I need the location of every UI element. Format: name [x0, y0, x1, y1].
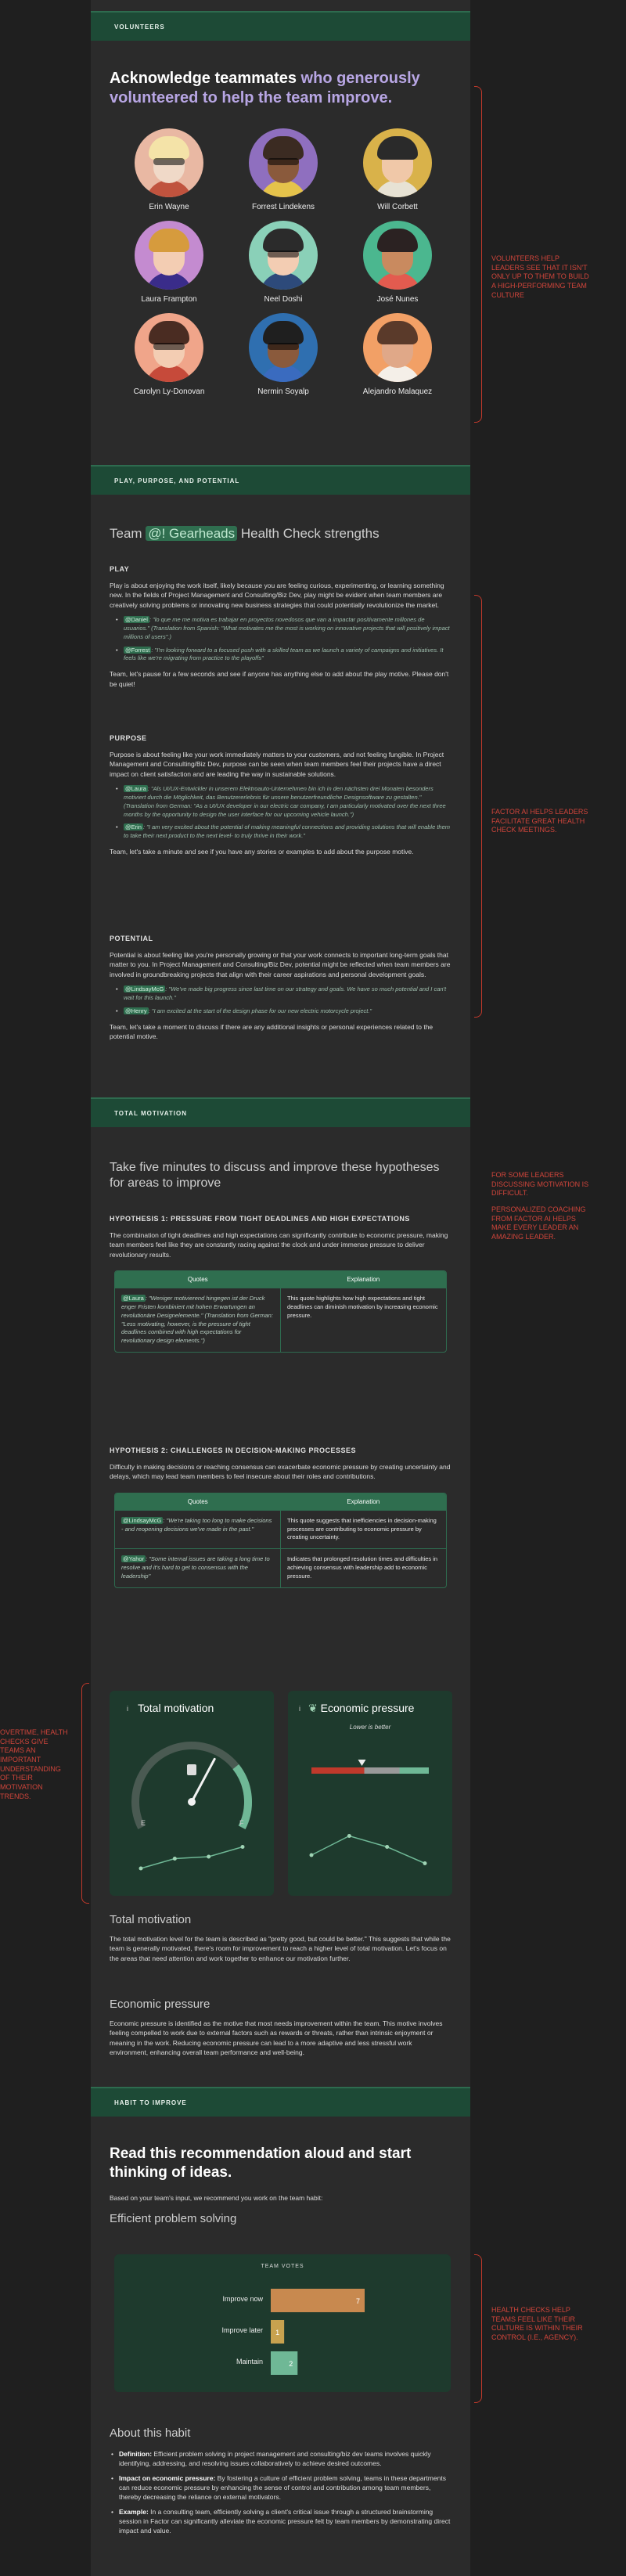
panel-title-row: [308, 1702, 414, 1715]
quote-text: : "Als UI/UX-Entwickler in unserem Elektroauto-Unternehmen bin ich in den nächsten drei Monaten besonders motiviert durch die Möglichkeit, das Benutzererlebnis für unsere benutzerfreundliche Designsoftware zu gestalten." (Translation from German: "As a UI/UX developer in our electric car company, I am particularly motivated over the next three months by the opportunity to design the user interface for our upcoming vehicle launch."): [124, 784, 446, 818]
glasses-icon: [268, 250, 299, 258]
about-text: Efficient problem solving in project management and consulting/biz dev teams involves quickly identifying, addressing, and resolving issues collaboratively to achieve desired outcomes.: [119, 2450, 431, 2468]
habit-heading: [91, 2145, 470, 2225]
avatar-hair: [263, 136, 304, 160]
volunteer-card: [343, 313, 452, 396]
volunteers-band: [91, 11, 470, 41]
economic-pressure-panel: [288, 1691, 452, 1896]
quote-text: : "lo que me me motiva es trabajar en proyectos novedosos que van a impactar positivamente millones de usuarios." (Translation from Spanish: "What motivates me the most is working on innovative projects that will positively impact millions of users".): [124, 615, 450, 640]
habit-title: Read this recommendation aloud and start thinking of ideas.: [110, 2145, 412, 2181]
bar-label: Maintain: [236, 2358, 263, 2365]
trend-point: [207, 1855, 210, 1859]
volunteer-grid: [91, 128, 470, 396]
explanation-cell: This quote suggests that inefficiencies in decision-making processes are contributing to economic pressure by creating uncertainty.: [287, 1516, 437, 1541]
member-tag[interactable]: @Henry: [125, 1007, 147, 1014]
member-quote: [110, 985, 452, 1003]
vote-bar: [271, 2289, 365, 2312]
habit-band: [91, 2087, 470, 2117]
heading-accent: who generously volunteered to help the team improve.: [110, 70, 420, 106]
avatar: [249, 128, 318, 197]
avatar-hair: [377, 136, 418, 160]
avatar-hair: [149, 136, 189, 160]
avatar-hair: [377, 229, 418, 252]
play-band: [91, 465, 470, 495]
total-motivation-panel: [110, 1691, 274, 1896]
gauge-label-e: E: [141, 1819, 146, 1827]
title-pre: Team: [110, 526, 142, 541]
trend-bracket: [81, 1683, 89, 1904]
trend-point: [173, 1857, 177, 1861]
avatar: [363, 313, 432, 382]
strengths-sidenote: FACTOR AI HELPS LEADERS FACILITATE GREAT HEALTH CHECK MEETINGS.: [491, 808, 588, 834]
member-tag[interactable]: @Laura: [125, 784, 146, 792]
member-tag[interactable]: @Laura: [123, 1294, 144, 1302]
member-quote: [110, 785, 452, 820]
trend-line: [141, 1847, 243, 1869]
habit-lead: Based on your team's input, we recommend you work on the team habit:: [110, 2193, 323, 2202]
table-header: [115, 1493, 446, 1510]
fuel-icon: [187, 1764, 196, 1775]
bar-value: 1: [275, 2329, 280, 2336]
quote-text: : "We've made big progress since last time on our strategy and goals. We have so much potential and I can't wait for this launch.": [124, 985, 447, 1001]
volunteer-name: Neel Doshi: [264, 295, 303, 304]
title-post: Health Check strengths: [240, 526, 380, 541]
about-text: In a consulting team, efficiently solving a client's critical issue through a structured brainstorming session in Factor can significantly alleviate the economic pressure felt by team members by demonstrating direct impact and value.: [119, 2507, 451, 2535]
quote-cell: [115, 1511, 281, 1549]
purpose-block: [91, 734, 470, 857]
bar-label: Improve later: [221, 2326, 263, 2334]
total-heading: Total motivation: [110, 1913, 192, 1926]
member-quote: [110, 1007, 452, 1016]
volunteer-name: Alejandro Malaquez: [362, 387, 433, 396]
economic-pressure-text: [91, 1998, 470, 2057]
pressure-meter: [288, 1736, 452, 1893]
motivation-sidenote-1: FOR SOME LEADERS DISCUSSING MOTIVATION IS DIFFICULT.: [491, 1171, 589, 1198]
trend-point: [423, 1861, 427, 1865]
quote-text: : "I'm looking forward to a focused push with a skilled team as we launch a variety of campaigns and initiatives. It feels like we're migrating from practice to the playoffs": [124, 646, 444, 662]
motivation-band: [91, 1097, 470, 1127]
play-block: [91, 565, 470, 689]
band-label: VOLUNTEERS: [114, 23, 165, 31]
volunteer-name: Forrest Lindekens: [251, 203, 315, 211]
habit-name: Efficient problem solving: [110, 2211, 237, 2225]
table-row: [115, 1288, 446, 1352]
info-icon[interactable]: i: [299, 1705, 300, 1713]
band-label: PLAY, PURPOSE, AND POTENTIAL: [114, 477, 240, 485]
hypothesis-body: Difficulty in making decisions or reaching consensus can exacerbate economic pressure by creating uncertainty and delays, which may lead team members to feel insecure about their roles and contributions.: [110, 1463, 451, 1481]
member-quote: [110, 616, 452, 642]
band-label: HABIT TO IMPROVE: [114, 2099, 187, 2106]
member-quote: [110, 823, 452, 841]
gauge-label-f: F: [239, 1819, 244, 1827]
bar-value: 7: [355, 2297, 360, 2305]
member-tag[interactable]: @LindsayMcG: [125, 985, 164, 993]
habit-sidenote: HEALTH CHECKS HELP TEAMS FEEL LIKE THEIR CULTURE IS WITHIN THEIR CONTROL (I.E., AGENCY).: [491, 2306, 583, 2342]
volunteer-card: [114, 128, 224, 211]
hypothesis-2: [91, 1447, 470, 1588]
about-item: [110, 2449, 452, 2469]
total-body: The total motivation level for the team is described as "pretty good, but could be better." This suggests that while the team is generally motivated, there's room for improvement to reach a higher level of total motivation. Let's focus on the areas that need attention and work together to enhance our motivation further.: [110, 1935, 451, 1962]
motive-intro: Purpose is about feeling like your work immediately matters to your customers, and not feeling fungible. In Project Management and Consulting/Biz Dev, purpose can be seen when team members feel their projects have a direct impact on client satisfaction and are leading the way in sustainable solutions.: [110, 751, 444, 778]
avatar-hair: [377, 321, 418, 344]
quote-cell: [115, 1288, 281, 1352]
volunteer-card: [114, 221, 224, 304]
trend-point: [241, 1845, 245, 1849]
glasses-icon: [153, 158, 185, 165]
avatar: [135, 128, 203, 197]
avatar: [249, 221, 318, 290]
chart-title: TEAM VOTES: [261, 2264, 304, 2269]
glasses-icon: [153, 343, 185, 350]
hypothesis-1: [91, 1215, 470, 1353]
habit-bracket: [474, 2254, 482, 2403]
quotes-table: [114, 1270, 447, 1353]
member-tag[interactable]: @Daniel: [125, 615, 148, 623]
sprout-icon: ❦: [308, 1702, 318, 1714]
motive-heading: POTENTIAL: [110, 935, 153, 942]
trend-sidenote: OVERTIME, HEALTH CHECKS GIVE TEAMS AN IMPORTANT UNDERSTANDING OF THEIR MOTIVATION TRENDS.: [0, 1728, 68, 1800]
volunteer-card: [228, 221, 338, 304]
volunteer-name: Will Corbett: [377, 203, 418, 211]
quote-text: : "Weniger motivierend hingegen ist der Druck enger Fristen kombiniert mit hohen Erwartungen an revolutionäre Designelemente." (Translation from German: "Less motivating, however, is the pressure of tight deadlines combined with high expectations for revolutionary design elements."): [121, 1294, 273, 1345]
hypothesis-title: HYPOTHESIS 1: PRESSURE FROM TIGHT DEADLINES AND HIGH EXPECTATIONS: [110, 1215, 410, 1223]
trend-point: [139, 1867, 143, 1871]
avatar-hair: [263, 229, 304, 252]
motivation-sidenote-2: PERSONALIZED COACHING FROM FACTOR AI HELPS MAKE EVERY LEADER AN AMAZING LEADER.: [491, 1205, 586, 1241]
member-tag[interactable]: @Yahor: [123, 1555, 145, 1563]
explanation-cell: This quote highlights how high expectations and tight deadlines can diminish motivation by increasing economic pressure.: [287, 1294, 438, 1319]
votes-chart: [114, 2273, 451, 2390]
motivation-gauge: [110, 1724, 274, 1896]
about-list: [110, 2449, 452, 2536]
avatar-hair: [263, 321, 304, 344]
volunteer-name: Nermin Soyalp: [257, 387, 309, 396]
quote-text: : "Some internal issues are taking a long time to resolve and it's hard to get to consensus with the leadership": [121, 1555, 270, 1580]
table-row: [115, 1548, 446, 1587]
about-habit: [91, 2426, 470, 2541]
quote-text: : "I am very excited about the potential of making meaningful connections and providing solutions that will enable them to take their next product to the next level- to truly thrive in their work.": [124, 823, 451, 840]
gauge-hub: [188, 1798, 196, 1806]
glasses-icon: [268, 343, 299, 350]
potential-block: [91, 935, 470, 1041]
volunteer-name: José Nunes: [376, 295, 419, 304]
about-heading: About this habit: [110, 2426, 191, 2440]
volunteers-sidenote: VOLUNTEERS HELP LEADERS SEE THAT IT ISN'T ONLY UP TO THEM TO BUILD A HIGH-PERFORMING TEAM CULTURE: [491, 254, 589, 299]
hypothesis-body: The combination of tight deadlines and high expectations can significantly contribute to economic pressure, making team members feel like they are constantly racing against the clock and under immense pressure to deliver revolutionary results.: [110, 1231, 448, 1259]
quotes-table: [114, 1493, 447, 1588]
avatar: [363, 221, 432, 290]
panel-title: Total motivation: [138, 1702, 214, 1714]
trend-point: [347, 1834, 351, 1838]
total-motivation-text: [91, 1913, 470, 1963]
volunteer-card: [228, 128, 338, 211]
table-header: [115, 1271, 446, 1288]
column-header: Quotes: [187, 1275, 208, 1283]
avatar: [363, 128, 432, 197]
volunteers-heading: [91, 69, 470, 108]
gauge-track: [135, 1746, 248, 1828]
member-quote: [110, 647, 452, 664]
about-text: By fostering a culture of efficient problem solving, teams in these departments can reduce economic pressure by enhancing the sense of control and contribution among team members, thereby decreasing the reliance on external motivators.: [119, 2473, 446, 2502]
volunteer-name: Laura Frampton: [141, 295, 197, 304]
econ-body: Economic pressure is identified as the motive that most needs improvement within the team. This motive involves feeling compelled to work due to external factors such as rewards or threats, rather than intrinsic enjoyment or meaning in the work. Reducing economic pressure can lead to a more adaptive and less stressful work environment, enhancing overall team performance and well-being.: [110, 2019, 443, 2056]
vote-bar: [271, 2351, 297, 2375]
motive-intro: Play is about enjoying the work itself, likely because you are feeling curious, experimenting, or learning something new. In the fields of Project Management and Consulting/Biz Dev, play might be evident when team members are creatively solving problems or innovating new business strategies that could potentially revolutionize the market.: [110, 582, 444, 609]
info-icon[interactable]: i: [127, 1705, 128, 1713]
band-label: TOTAL MOTIVATION: [114, 1109, 188, 1117]
motive-intro: Potential is about feeling like you're personally growing or that your work connects to important long-term goals that matter to you. In Project Management and Consulting/Biz Dev, potential might be reflected when team members are involved in groundbreaking projects that align with their career aspirations and personal development goals.: [110, 951, 451, 978]
about-item: [110, 2473, 452, 2502]
volunteer-card: [228, 313, 338, 396]
heading-plain: Acknowledge teammates: [110, 70, 297, 87]
strengths-bracket: [474, 595, 482, 1018]
about-term: Definition:: [119, 2450, 153, 2458]
quote-cell: [115, 1549, 281, 1587]
bar-value: 2: [289, 2360, 293, 2368]
avatar: [135, 313, 203, 382]
meter-low: [400, 1767, 430, 1774]
meter-high: [311, 1767, 365, 1774]
motive-heading: PLAY: [110, 565, 130, 573]
quote-text: : "We're taking too long to make decisions - and reopening decisions we've made in the past.": [121, 1516, 272, 1533]
avatar-hair: [149, 321, 189, 344]
avatar-hair: [149, 229, 189, 252]
avatar: [135, 221, 203, 290]
member-tag[interactable]: @Forrest: [125, 646, 150, 654]
quote-text: : "I am excited at the start of the design phase for our new electric motorcycle project.": [148, 1007, 372, 1014]
volunteer-card: [343, 221, 452, 304]
volunteers-bracket: [474, 86, 482, 423]
trend-line: [311, 1836, 425, 1864]
panel-title: Economic pressure: [320, 1702, 415, 1714]
column-header: Explanation: [347, 1497, 380, 1505]
volunteer-card: [343, 128, 452, 211]
about-item: [110, 2507, 452, 2536]
volunteer-card: [114, 313, 224, 396]
panel-subtitle: Lower is better: [349, 1724, 391, 1731]
glasses-icon: [268, 158, 299, 165]
team-tag[interactable]: @! Gearheads: [146, 526, 237, 541]
column-header: Quotes: [187, 1497, 208, 1505]
motivation-title: Take five minutes to discuss and improve these hypotheses for areas to improve: [110, 1161, 440, 1190]
volunteer-name: Erin Wayne: [149, 203, 189, 211]
column-header: Explanation: [347, 1275, 380, 1283]
meter-mid: [365, 1767, 400, 1774]
hypothesis-title: HYPOTHESIS 2: CHALLENGES IN DECISION-MAKING PROCESSES: [110, 1447, 357, 1454]
team-votes-panel: [114, 2254, 451, 2392]
motive-outro: Team, let's pause for a few seconds and see if anyone has anything else to add about the play motive. Please don't be quiet!: [110, 670, 449, 688]
about-term: Impact on economic pressure:: [119, 2473, 216, 2482]
explanation-cell: Indicates that prolonged resolution times and difficulties in achieving consensus with leadership add to economic pressure.: [287, 1555, 438, 1580]
motivation-heading: [91, 1160, 470, 1191]
member-tag[interactable]: @Erin: [125, 823, 142, 831]
volunteer-name: Carolyn Ly-Donovan: [133, 387, 205, 396]
trend-point: [385, 1845, 389, 1849]
strengths-title: [91, 526, 470, 542]
motive-outro: Team, let's take a minute and see if you have any stories or examples to add about the purpose motive.: [110, 848, 414, 856]
motive-heading: PURPOSE: [110, 734, 147, 742]
trend-point: [310, 1854, 314, 1857]
meter-marker: [358, 1760, 366, 1766]
about-term: Example:: [119, 2507, 149, 2516]
table-row: [115, 1510, 446, 1549]
econ-heading: Economic pressure: [110, 1998, 210, 2011]
avatar: [249, 313, 318, 382]
member-tag[interactable]: @LindsayMcG: [123, 1516, 162, 1524]
bar-label: Improve now: [222, 2295, 263, 2303]
motive-outro: Team, let's take a moment to discuss if there are any additional insights or personal experiences related to the potential motive.: [110, 1022, 434, 1040]
